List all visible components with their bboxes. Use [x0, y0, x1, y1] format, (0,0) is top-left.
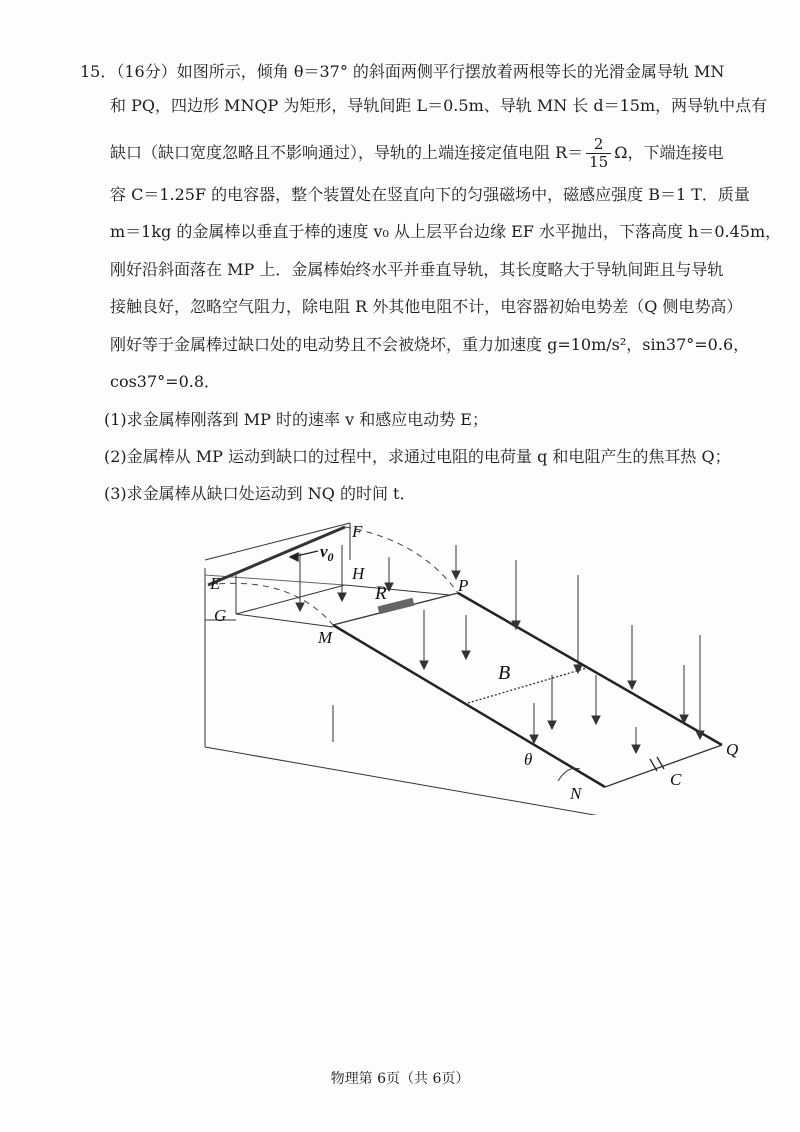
label-theta: θ — [524, 750, 533, 769]
problem-number: 15． — [80, 62, 117, 81]
label-F: F — [352, 522, 363, 541]
label-E: E — [210, 574, 221, 593]
label-C: C — [670, 770, 682, 789]
question-1: (1)求金属棒刚落到 MP 时的速率 v 和感应电动势 E； — [104, 410, 488, 429]
label-M: M — [318, 628, 333, 647]
problem-text-line-3b: Ω，下端连接电 — [614, 143, 724, 162]
label-v0: $v_0$ — [320, 542, 334, 564]
question-3: (3)求金属棒从缺口处运动到 NQ 的时间 t． — [104, 484, 416, 503]
problem-text-line-3a: 缺口（缺口宽度忽略且不影响通过），导轨的上端连接定值电阻 R＝ — [110, 143, 584, 162]
problem-line-7: 接触良好，忽略空气阻力，除电阻 R 外其他电阻不计，电容器初始电势差（Q 侧电势高） — [110, 297, 743, 316]
label-Q: Q — [726, 740, 739, 759]
problem-line-2: 和 PQ，四边形 MNQP 为矩形，导轨间距 L＝0.5m、导轨 MN 长 d＝15m，两导轨中点有 — [110, 96, 768, 115]
label-H: H — [352, 564, 365, 583]
problem-text-line-1: 如图所示，倾角 θ＝37° 的斜面两侧平行摆放着两根等长的光滑金属导轨 MN — [176, 62, 725, 81]
problem-line-1 — [80, 62, 724, 82]
rail-incline-diagram — [0, 515, 800, 815]
fraction-numerator: 2 — [586, 136, 611, 154]
label-R: R — [375, 583, 387, 604]
problem-line-9: cos37°=0.8． — [110, 372, 221, 391]
problem-line-3 — [110, 136, 724, 171]
label-G: G — [214, 606, 227, 625]
problem-line-8: 刚好等于金属棒过缺口处的电动势且不会被烧坏，重力加速度 g=10m/s²，sin37°=0.6， — [110, 335, 750, 354]
question-2: (2)金属棒从 MP 运动到缺口的过程中，求通过电阻的电荷量 q 和电阻产生的焦耳热 Q； — [104, 447, 731, 466]
problem-line-6: 刚好沿斜面落在 MP 上．金属棒始终水平并垂直导轨，其长度略大于导轨间距且与导轨 — [110, 260, 724, 279]
fraction-denominator: 15 — [589, 153, 609, 171]
label-N: N — [570, 784, 582, 803]
problem-line-4: 容 C＝1.25F 的电容器，整个装置处在竖直向下的匀强磁场中，磁感应强度 B＝1 T．质量 — [110, 185, 750, 204]
page-footer: 物理第 6页（共 6页） — [330, 1071, 470, 1087]
problem-line-5: m＝1kg 的金属棒以垂直于棒的速度 v₀ 从上层平台边缘 EF 水平抛出，下落高度 h＝0.45m， — [110, 222, 782, 241]
label-B: B — [498, 662, 511, 684]
resistance-fraction — [586, 136, 611, 171]
label-P: P — [458, 576, 469, 595]
problem-score: （16分） — [116, 62, 177, 81]
